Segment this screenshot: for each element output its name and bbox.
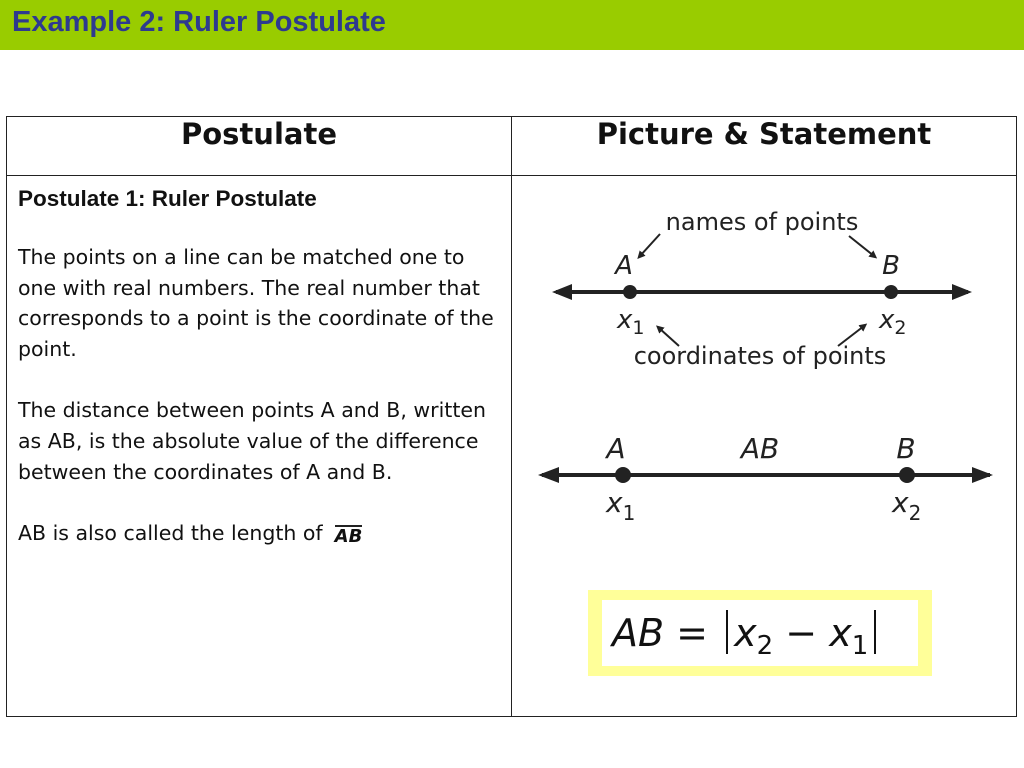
arrow-to-b-icon <box>849 236 874 256</box>
diagram1-right-arrow-icon <box>952 284 972 300</box>
names-of-points-label: names of points <box>665 208 859 236</box>
paragraph-length <box>18 518 501 548</box>
arrow-to-a-icon <box>640 234 660 256</box>
diagram1-point-b <box>884 285 898 299</box>
slide-title: Example 2: Ruler Postulate <box>12 6 386 38</box>
header-postulate: Postulate <box>7 117 512 176</box>
diagram1-point-a <box>623 285 637 299</box>
paragraph-distance: The distance between points A and B, written as AB, is the absolute value of the difference between the coordinates of A and B. <box>18 398 486 484</box>
coordinates-of-points-label: coordinates of points <box>633 342 887 370</box>
diagram-names-coordinates <box>552 208 972 370</box>
diagram2-x1-label: $x_1$ <box>606 486 636 525</box>
distance-formula: AB = $x_2 - x_1$ <box>612 600 882 666</box>
formula-highlight <box>588 590 932 676</box>
diagram2-point-a <box>615 467 631 483</box>
diagram1-x2-label: $x_2$ <box>879 305 907 339</box>
diagram2-point-b <box>899 467 915 483</box>
diagram-distance <box>538 432 993 525</box>
postulate-table <box>6 116 1017 717</box>
header-picture-statement: Picture & Statement <box>512 117 1017 176</box>
postulate-name: Postulate 1: Ruler Postulate <box>18 186 317 211</box>
paragraph-points-matched: The points on a line can be matched one to one with real numbers. The real number that corresponds to a point is the coordinate of the point. <box>18 245 494 361</box>
diagram1-point-a-label: A <box>615 251 633 281</box>
diagram2-left-arrow-icon <box>538 467 559 483</box>
length-text: AB is also called the length of <box>18 521 323 546</box>
segment-ab-symbol: AB <box>334 526 363 548</box>
title-bar <box>0 0 1024 50</box>
formula-panel <box>602 600 918 666</box>
diagram2-right-arrow-icon <box>972 467 993 483</box>
diagram2-point-b-label: B <box>896 432 916 465</box>
diagram2-x2-label: $x_2$ <box>892 486 922 525</box>
diagram1-left-arrow-icon <box>552 284 572 300</box>
postulate-cell <box>7 176 512 717</box>
picture-cell <box>512 176 1017 717</box>
abs-bar-right <box>874 610 876 654</box>
abs-bar-left <box>726 610 728 654</box>
diagram1-point-b-label: B <box>882 251 900 281</box>
diagram2-point-a-label: A <box>606 432 626 465</box>
diagram1-x1-label: $x_1$ <box>617 305 645 339</box>
diagram2-segment-label: AB <box>740 432 780 465</box>
